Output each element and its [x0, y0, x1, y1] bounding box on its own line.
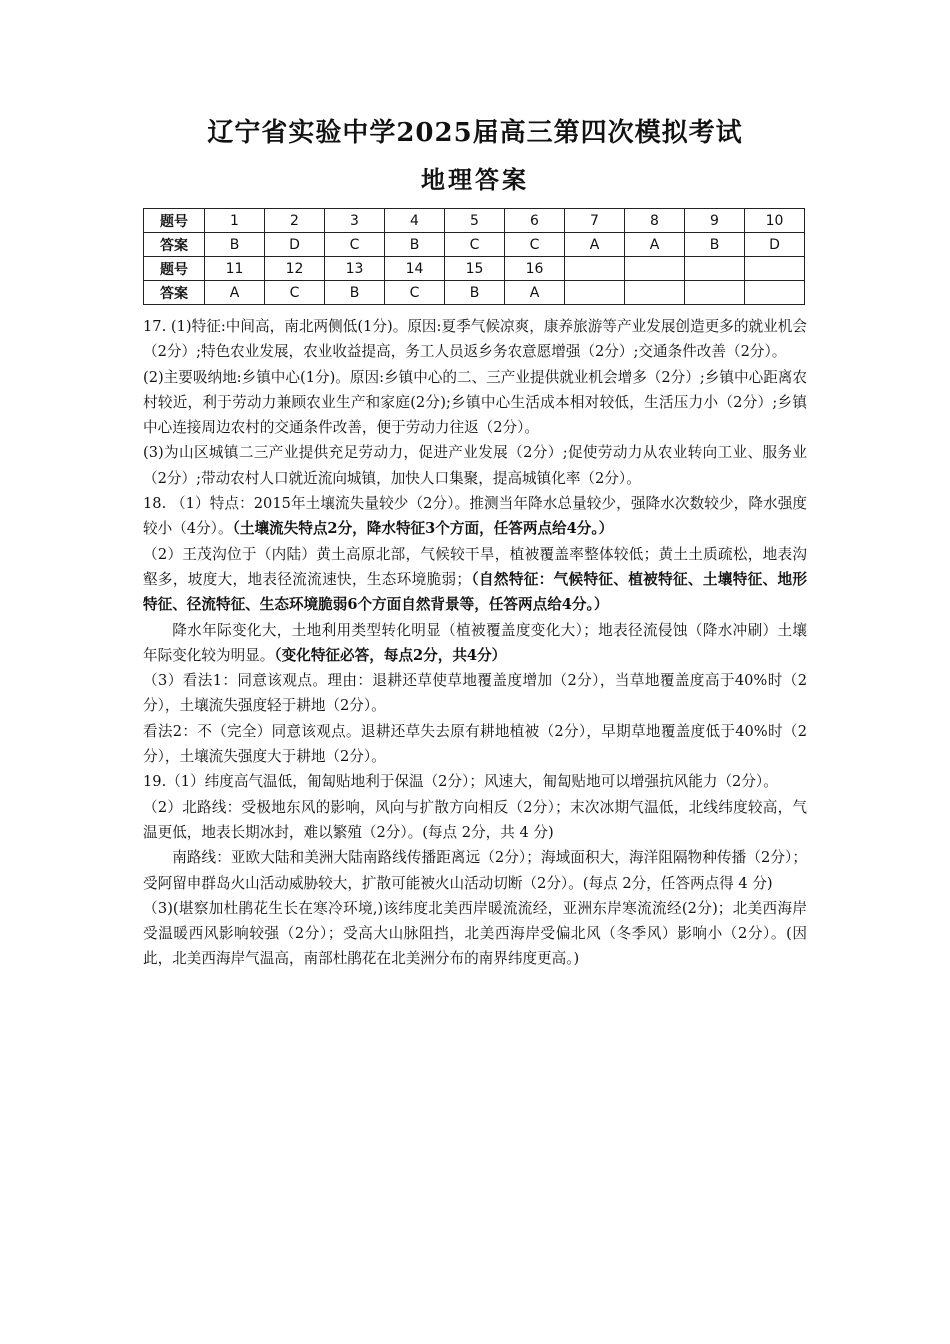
answer-paragraph — [143, 314, 807, 365]
answer-cell: B — [445, 281, 505, 305]
answer-paragraph — [143, 896, 807, 972]
answer-cell: C — [325, 233, 385, 257]
row-label: 题号 — [144, 257, 205, 281]
paragraph-text: （3）看法1：同意该观点。理由：退耕还草使草地覆盖度增加（2分），当草地覆盖度高于40%时（2分），土壤流失强度轻于耕地（2分）。 — [143, 672, 807, 715]
answer-paragraph — [143, 618, 807, 669]
answer-paragraph — [143, 769, 807, 794]
scoring-hint: （自然特征：气候特征、植被特征、土壤特征、地形特征、径流特征、生态环境脆弱6个方面自然背景等，任答两点给4分。） — [143, 570, 807, 614]
answer-cell — [625, 257, 685, 281]
answer-cell: 15 — [445, 257, 505, 281]
answer-table-body — [144, 209, 805, 305]
answer-cell: 1 — [205, 209, 265, 233]
answer-cell: A — [505, 281, 565, 305]
paragraph-text: 降水年际变化大，土地利用类型转化明显（植被覆盖度变化大）；地表径流侵蚀（降水冲刷）土壤年际变化较为明显。 — [143, 621, 807, 664]
answer-cell: C — [265, 281, 325, 305]
answer-cell: A — [205, 281, 265, 305]
answer-cell: 9 — [685, 209, 745, 233]
answer-cell: 2 — [265, 209, 325, 233]
answer-explanations — [143, 314, 807, 972]
answer-cell — [745, 281, 805, 305]
answer-cell: D — [265, 233, 325, 257]
answer-cell: B — [385, 233, 445, 257]
answer-cell: B — [685, 233, 745, 257]
answer-cell: 4 — [385, 209, 445, 233]
exam-title: 辽宁省实验中学2025届高三第四次模拟考试 — [207, 118, 743, 148]
answer-cell: B — [205, 233, 265, 257]
row-label: 题号 — [144, 209, 205, 233]
answer-paragraph — [143, 440, 807, 491]
answer-paragraph — [143, 845, 807, 896]
answer-paragraph — [143, 795, 807, 846]
answer-cell: 13 — [325, 257, 385, 281]
answer-cell — [565, 281, 625, 305]
scoring-hint: （变化特征必答，每点2分，共4分） — [274, 646, 507, 664]
paragraph-text: 19.（1）纬度高气温低，匍匐贴地利于保温（2分）；风速大，匍匐贴地可以增强抗风能力（2分）。 — [143, 773, 778, 791]
answer-table-row — [144, 257, 805, 281]
paragraph-text: （2）北路线：受极地东风的影响，风向与扩散方向相反（2分）；末次冰期气温低，北线纬度较高，气温更低，地表长期冰封，难以繁殖（2分）。(每点 2分，共 4 分) — [143, 798, 807, 841]
answer-cell: 6 — [505, 209, 565, 233]
answer-paragraph — [143, 542, 807, 618]
answer-cell — [685, 281, 745, 305]
answer-table-row — [144, 281, 805, 305]
answer-cell: 12 — [265, 257, 325, 281]
paragraph-text: (3)为山区城镇二三产业提供充足劳动力，促进产业发展（2分）;促使劳动力从农业转向工业、服务业（2分）;带动农村人口就近流向城镇，加快人口集聚，提高城镇化率（2分）。 — [143, 444, 807, 487]
answer-cell: 7 — [565, 209, 625, 233]
answer-table-row — [144, 209, 805, 233]
answer-paragraph — [143, 365, 807, 441]
answer-cell: 10 — [745, 209, 805, 233]
answer-cell: C — [385, 281, 445, 305]
answer-cell: C — [445, 233, 505, 257]
answer-paragraph — [143, 668, 807, 719]
paragraph-text: （3)(堪察加杜鹃花生长在寒冷环境,)该纬度北美西岸暖流流经，亚洲东岸寒流流经(2分)；北美西海岸受温暖西风影响较强（2分）；受高大山脉阻挡，北美西海岸受偏北风（冬季风）影响小（2分）。(因此，北美西海岸气温高，南部杜鹃花在北美洲分布的南界纬度更高。) — [143, 899, 807, 968]
answer-cell: C — [505, 233, 565, 257]
answer-cell: A — [625, 233, 685, 257]
paragraph-text: 看法2：不（完全）同意该观点。退耕还草失去原有耕地植被（2分），早期草地覆盖度低于40%时（2分），土壤流失强度大于耕地（2分）。 — [143, 722, 807, 766]
answer-table — [143, 208, 805, 305]
answer-cell: 5 — [445, 209, 505, 233]
answer-cell: 11 — [205, 257, 265, 281]
paragraph-text: 17. (1)特征:中间高，南北两侧低(1分)。原因:夏季气候凉爽，康养旅游等产业发展创造更多的就业机会（2分）;特色农业发展，农业收益提高，务工人员返乡务农意愿增强（2分）;交通条件改善（2分）。 — [143, 318, 807, 361]
answer-cell: 14 — [385, 257, 445, 281]
paragraph-text: (2)主要吸纳地:乡镇中心(1分)。原因:乡镇中心的二、三产业提供就业机会增多（2分）;乡镇中心距离农村较近，利于劳动力兼顾农业生产和家庭(2分);乡镇中心生活成本相对较低，生活压力小（2分）;乡镇中心连接周边农村的交通条件改善，便于劳动力往返（2分）。 — [143, 368, 807, 437]
answer-paragraph — [143, 719, 807, 770]
answer-paragraph — [143, 491, 807, 542]
answer-cell: A — [565, 233, 625, 257]
answer-cell: 3 — [325, 209, 385, 233]
answer-table-row — [144, 233, 805, 257]
answer-cell: 8 — [625, 209, 685, 233]
answer-cell: 16 — [505, 257, 565, 281]
answer-cell: B — [325, 281, 385, 305]
answer-cell — [565, 257, 625, 281]
paragraph-text: （2）王茂沟位于（内陆）黄土高原北部，气候较干旱，植被覆盖率整体较低；黄土土质疏松，地表沟壑多，坡度大，地表径流流速快，生态环境脆弱； — [143, 545, 807, 588]
scoring-hint: （土壤流失特点2分，降水特征3个方面，任答两点给4分。） — [232, 520, 614, 538]
paragraph-text: 南路线：亚欧大陆和美洲大陆南路线传播距离远（2分）；海域面积大，海洋阻隔物种传播（2分）；受阿留申群岛火山活动威胁较大，扩散可能被火山活动切断（2分）。(每点 2分，任答两点得 4 分) — [143, 849, 807, 892]
row-label: 答案 — [144, 281, 205, 305]
paragraph-text: 18. （1）特点：2015年土壤流失量较少（2分）。推测当年降水总量较少，强降水次数较少，降水强度较小（4分）。 — [143, 495, 807, 538]
row-label: 答案 — [144, 233, 205, 257]
answer-cell — [625, 281, 685, 305]
answer-cell — [685, 257, 745, 281]
exam-subtitle: 地理答案 — [421, 165, 529, 194]
answer-cell: D — [745, 233, 805, 257]
answer-cell — [745, 257, 805, 281]
